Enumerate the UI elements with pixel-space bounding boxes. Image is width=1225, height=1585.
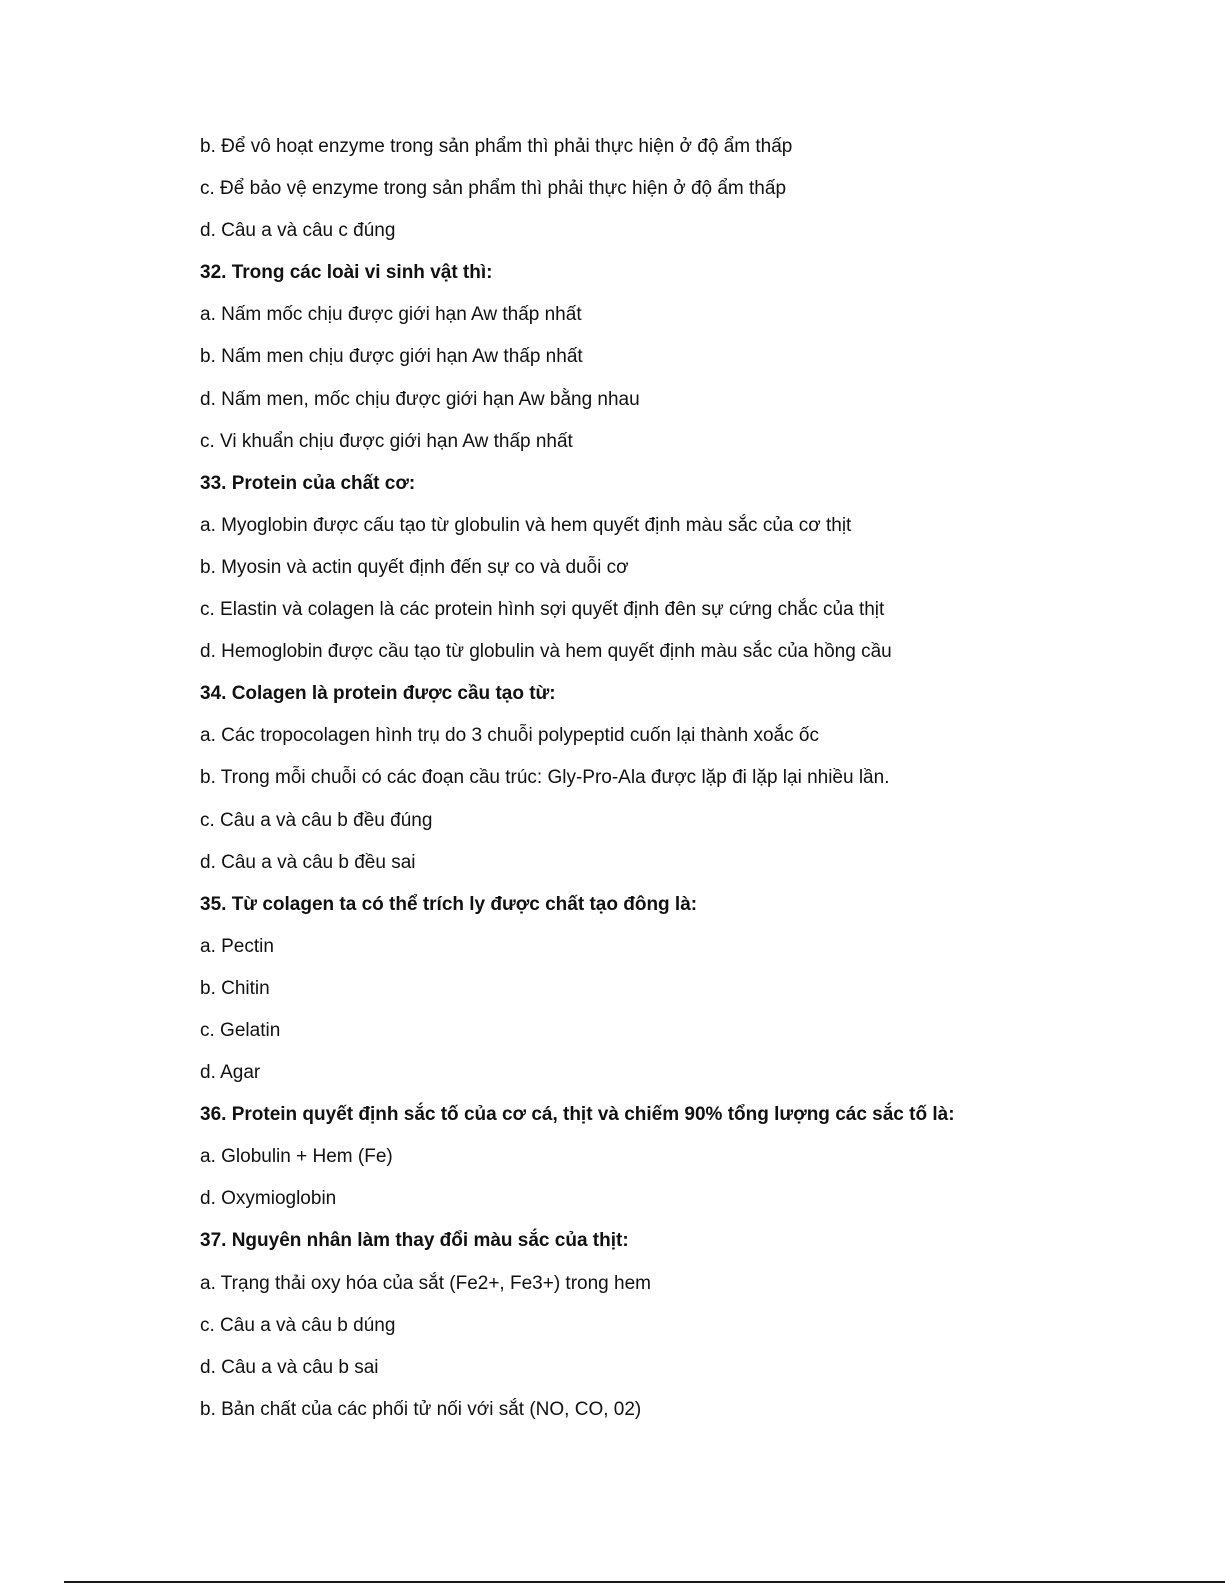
option-line: d. Nấm men, mốc chịu được giới hạn Aw bằng nhau: [200, 388, 640, 410]
option-line: a. Pectin: [200, 935, 274, 957]
option-line: b. Để vô hoạt enzyme trong sản phẩm thì phải thực hiện ở độ ẩm thấp: [200, 136, 793, 157]
question-heading: 35. Từ colagen ta có thể trích ly được chất tạo đông là:: [200, 893, 698, 915]
option-line: b. Myosin và actin quyết định đến sự co và duỗi cơ: [200, 556, 629, 578]
option-line: a. Trạng thải oxy hóa của sắt (Fe2+, Fe3+) trong hem: [200, 1272, 651, 1294]
question-heading: 34. Colagen là protein được cầu tạo từ:: [200, 683, 556, 705]
option-line: b. Chitin: [200, 977, 270, 999]
option-line: c. Elastin và colagen là các protein hình sợi quyết định đên sự cứng chắc của thịt: [200, 599, 885, 621]
option-line: d. Câu a và câu b sai: [200, 1356, 379, 1378]
option-line: a. Các tropocolagen hình trụ do 3 chuỗi polypeptid cuốn lại thành xoắc ốc: [200, 725, 819, 747]
question-heading: 37. Nguyên nhân làm thay đổi màu sắc của thịt:: [200, 1230, 629, 1252]
option-line: c. Để bảo vệ enzyme trong sản phẩm thì phải thực hiện ở độ ẩm thấp: [200, 178, 787, 200]
question-heading: 33. Protein của chất cơ:: [200, 472, 416, 494]
option-line: c. Câu a và câu b đều đúng: [200, 809, 433, 831]
option-line: b. Nấm men chịu được giới hạn Aw thấp nhất: [200, 346, 583, 368]
document-body: [200, 132, 1120, 1437]
option-line: d. Oxymioglobin: [200, 1188, 337, 1210]
option-line: d. Hemoglobin được cầu tạo từ globulin và hem quyết định màu sắc của hồng cầu: [200, 641, 892, 663]
option-line: c. Gelatin: [200, 1019, 281, 1041]
option-line: b. Trong mỗi chuỗi có các đoạn cầu trúc: Gly-Pro-Ala được lặp đi lặp lại nhiều lần.: [200, 767, 890, 789]
option-line: b. Bản chất của các phối tử nối với sắt (NO, CO, 02): [200, 1398, 642, 1420]
option-line: a. Nấm mốc chịu được giới hạn Aw thấp nhất: [200, 304, 582, 326]
page-bottom-rule: [64, 1581, 1225, 1583]
option-line: d. Câu a và câu c đúng: [200, 220, 396, 242]
option-line: d. Agar: [200, 1062, 261, 1084]
option-line: a. Globulin + Hem (Fe): [200, 1146, 393, 1168]
option-line: a. Myoglobin được cấu tạo từ globulin và hem quyết định màu sắc của cơ thịt: [200, 514, 852, 536]
option-line: c. Vi khuẩn chịu được giới hạn Aw thấp nhất: [200, 430, 573, 452]
question-heading: 32. Trong các loài vi sinh vật thì:: [200, 262, 493, 284]
option-line: c. Câu a và câu b dúng: [200, 1314, 396, 1336]
question-heading: 36. Protein quyết định sắc tố của cơ cá, thịt và chiếm 90% tổng lượng các sắc tố là:: [200, 1104, 955, 1126]
option-line: d. Câu a và câu b đều sai: [200, 851, 416, 873]
